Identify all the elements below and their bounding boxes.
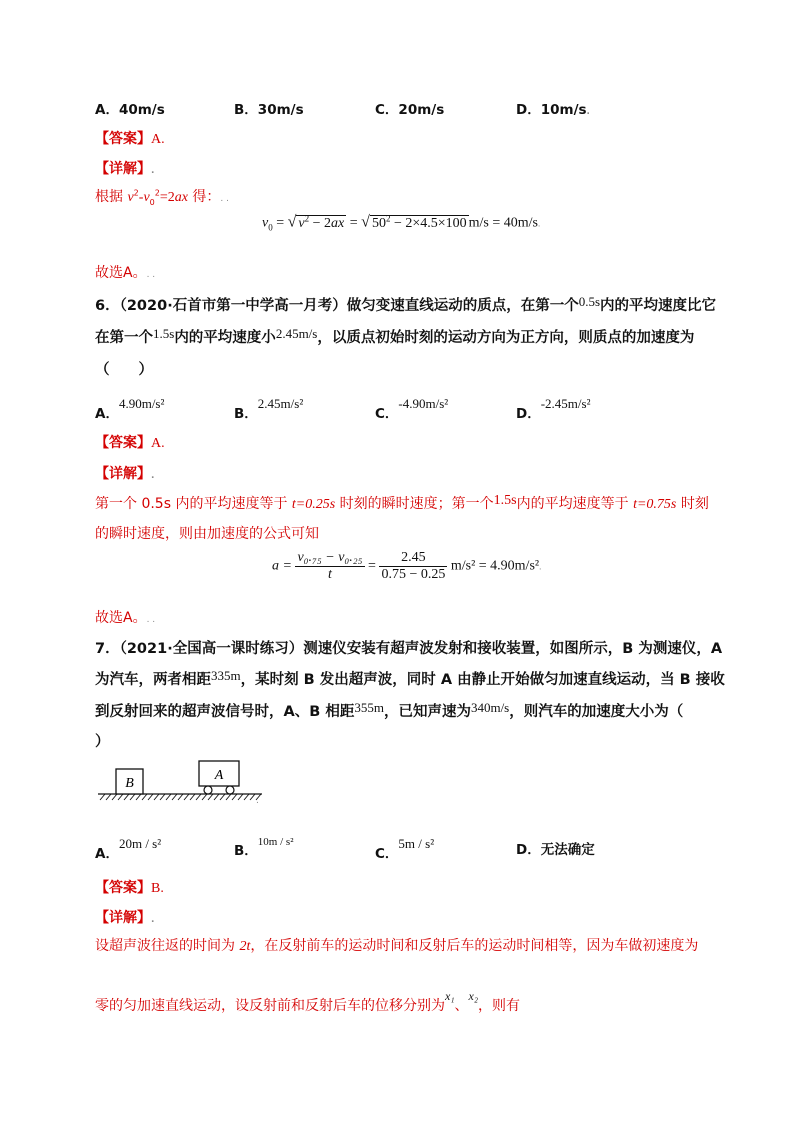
q6-conclusion: 故选A。. . [95,610,156,626]
q5-option-d: D．10m/s. [516,102,590,118]
q6-stem-line2: 在第一个1.5s内的平均速度小2.45m/s，以质点初始时刻的运动方向为正方向，则质点的加速度为 [95,326,695,346]
q6-option-a: A．4.90m/s² [95,396,165,422]
q5-equation: $v_0$ = √ $v^2 - 2ax$ = √ $50^2 - 2\times 4.5\times 100$ m/s = 40m/s. [262,213,541,233]
q5-conclusion: 故选A。. . [95,265,156,281]
q6-detail-line1: 第一个 0.5s 内的平均速度等于 t=0.25s 时刻的瞬时速度；第一个1.5s内的平均速度等于 t=0.75s 时刻 [95,493,709,512]
label-a: A [214,768,224,783]
q7-stem-line1: 7．（2021·全国高一课时练习）测速仪安装有超声波发射和接收装置，如图所示，B 为测速仪，A [95,641,723,657]
label-b: B [125,776,134,791]
q7-detail-line2: 零的匀加速直线运动，设反射前和反射后车的位移分别为x₁、x₂，则有 [95,989,520,1014]
q7-option-b: B．$^{10m / s^2}$ [234,836,294,859]
q7-stem-line2: 为汽车，两者相距335m，某时刻 B 发出超声波，同时 A 由静止开始做匀加速直线运动，当 B 接收 [95,668,725,688]
q6-option-d: D．-2.45m/s² [516,396,591,422]
q6-detail-label: 【详解】. [95,466,155,482]
q5-detail-label: 【详解】. [95,161,155,177]
q6-detail-line2: 的瞬时速度，则由加速度的公式可知 [95,526,319,542]
q7-stem-line4: ） [95,734,110,750]
q7-figure [96,756,266,806]
ground-hatch [98,794,262,800]
q5-option-b: B．30m/s [234,102,304,118]
q5-option-c: C．20m/s [375,102,445,118]
q7-option-c: C．5m / s² [375,836,435,862]
q5-option-a: A．40m/s [95,102,165,118]
q5-answer: 【答案】A. [95,131,165,147]
q7-option-a: A．20m / s² [95,836,162,862]
q6-answer: 【答案】A. [95,435,165,451]
q6-option-c: C．-4.90m/s² [375,396,449,422]
q6-equation: a = $\frac{\text{v₀.₇₅ − v₀.₂₅}}{t}$ = $\frac{2.45}{0.75 - 0.25}$ m/s² = 4.90m/s². [272,550,542,582]
q7-stem-line3: 到反射回来的超声波信号时，A、B 相距355m，已知声速为340m/s，则汽车的加速度大小为（ [95,700,684,720]
q5-detail-line: 根据 $v^2-v_0^2=2ax$ 得：. . [95,188,230,207]
q6-stem-line1: 6．（2020·石首市第一中学高一月考）做匀变速直线运动的质点，在第一个0.5s内的平均速度比它 [95,294,717,314]
q7-detail-line1: 设超声波往返的时间为 2t，在反射前车的运动时间和反射后车的运动时间相等，因为车做初速度为 [95,938,699,954]
car-wheel-left [204,786,212,794]
q7-detail-label: 【详解】. [95,910,155,926]
q6-option-b: B．2.45m/s² [234,396,304,422]
q6-paren: （ ） [95,362,153,378]
q7-answer: 【答案】B. [95,880,164,896]
q7-option-d: D．无法确定 [516,842,595,858]
car-wheel-right [226,786,234,794]
